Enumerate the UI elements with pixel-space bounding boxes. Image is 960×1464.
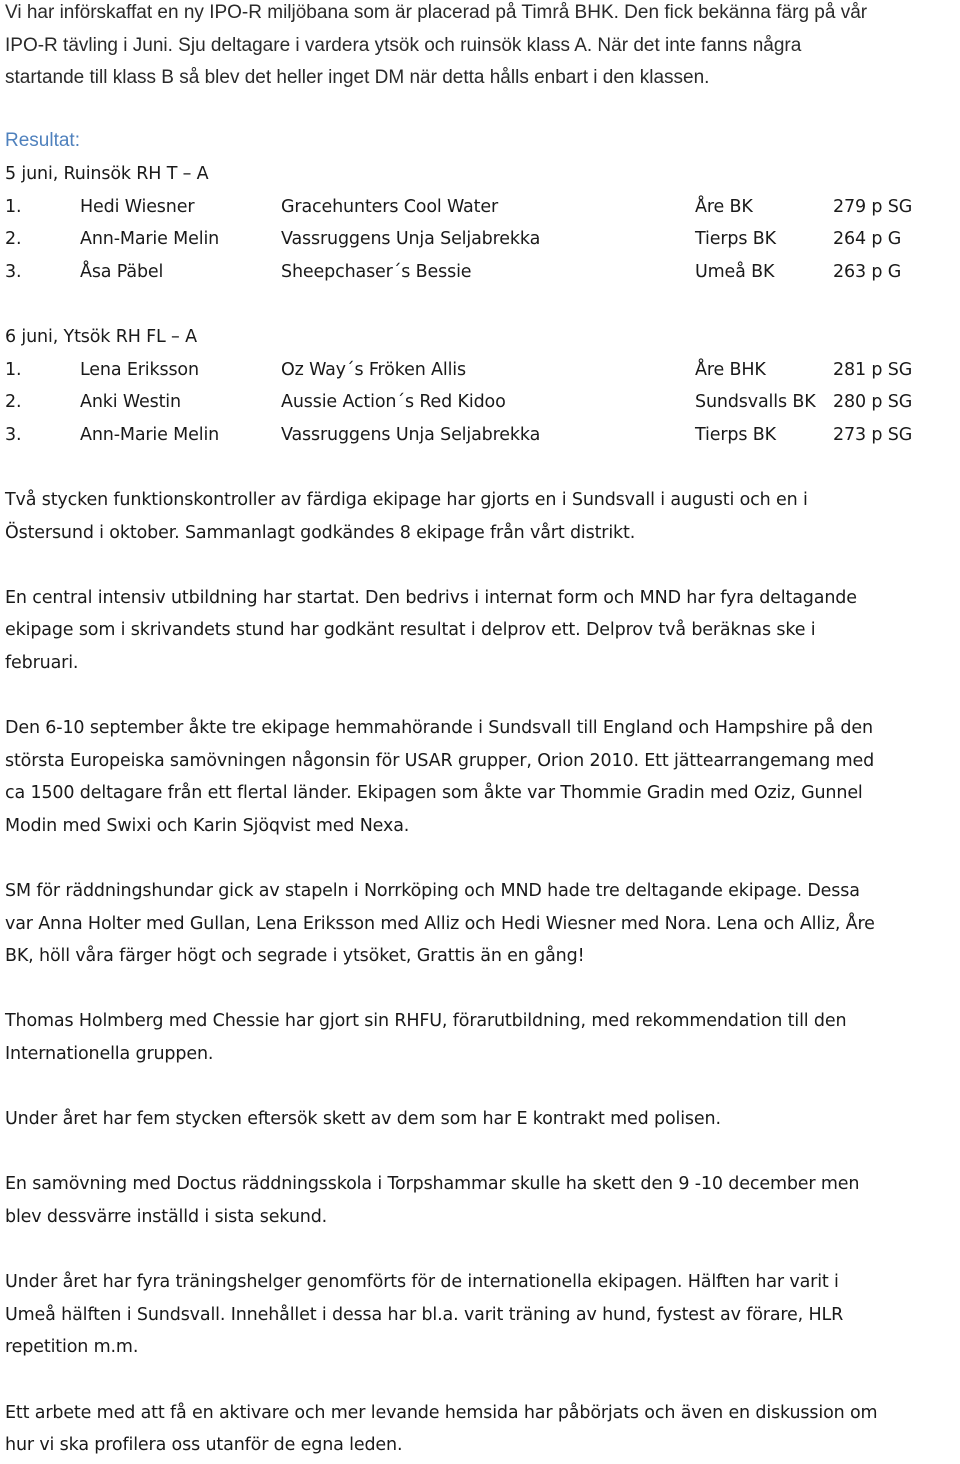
results-heading-block — [5, 125, 80, 158]
body-paragraphs — [5, 484, 957, 1462]
result-row — [5, 223, 957, 256]
dog-name: Oz Way´s Fröken Allis — [281, 359, 466, 380]
paragraph-line: BK, höll våra färger högt och segrade i ytsöket, Grattis än en gång! — [5, 946, 585, 967]
intro-line: Vi har införskaffat en ny IPO-R miljöbana som är placerad på Timrå BHK. Den fick bekänna färg på vår — [5, 2, 868, 23]
score: 264 p G — [833, 229, 902, 250]
intro-paragraph — [5, 0, 867, 95]
paragraph-line: En central intensiv utbildning har startat. Den bedrivs i internat form och MND har fyra deltagande — [5, 587, 857, 608]
paragraph-line: Umeå hälften i Sundsvall. Innehållet i dessa har bl.a. varit träning av hund, fystest av förare, HLR — [5, 1304, 844, 1325]
paragraph-line: Internationella gruppen. — [5, 1044, 214, 1065]
paragraph-line: ca 1500 deltagare från ett flertal länder. Ekipagen som åkte var Thommie Gradin med Oziz, Gunnel — [5, 783, 863, 804]
placement: 3. — [5, 424, 22, 445]
paragraph-rhfu — [5, 1005, 957, 1070]
score: 281 p SG — [833, 359, 913, 380]
score: 279 p SG — [833, 196, 913, 217]
paragraph-line: Ett arbete med att få en aktivare och mer levande hemsida har påbörjats och även en diskussion om — [5, 1402, 878, 1423]
dog-name: Gracehunters Cool Water — [281, 196, 498, 217]
handler-name: Åsa Päbel — [80, 261, 164, 282]
results-table-ruinsok — [5, 191, 957, 289]
paragraph-utbildning — [5, 582, 957, 680]
paragraph-sm — [5, 875, 957, 973]
placement: 3. — [5, 261, 22, 282]
paragraph-line: Modin med Swixi och Karin Sjöqvist med Nexa. — [5, 815, 410, 836]
paragraph-samovning — [5, 1168, 957, 1233]
score: 280 p SG — [833, 392, 913, 413]
result-row — [5, 191, 957, 224]
handler-name: Ann-Marie Melin — [80, 424, 220, 445]
club-name: Åre BHK — [695, 359, 766, 380]
score: 263 p G — [833, 261, 902, 282]
result-row — [5, 256, 957, 289]
placement: 2. — [5, 392, 22, 413]
placement: 1. — [5, 196, 22, 217]
dog-name: Vassruggens Unja Seljabrekka — [281, 229, 541, 250]
paragraph-eftersok — [5, 1103, 957, 1136]
handler-name: Lena Eriksson — [80, 359, 199, 380]
results-heading: Resultat: — [5, 130, 80, 151]
paragraph-line: Under året har fyra träningshelger genomförts för de internationella ekipagen. Hälften har varit i — [5, 1272, 839, 1293]
results-table-ytsok — [5, 354, 957, 452]
club-name: Umeå BK — [695, 261, 775, 282]
paragraph-orion — [5, 712, 957, 842]
club-name: Tierps BK — [695, 424, 776, 445]
paragraph-line: var Anna Holter med Gullan, Lena Eriksson med Alliz och Hedi Wiesner med Nora. Lena och Alliz, Åre — [5, 913, 875, 934]
club-name: Åre BK — [695, 196, 753, 217]
club-name: Sundsvalls BK — [695, 392, 816, 413]
paragraph-line: största Europeiska samövningen någonsin för USAR grupper, Orion 2010. Ett jättearrangemang med — [5, 750, 875, 771]
intro-line: startande till klass B så blev det heller inget DM när detta hålls enbart i den klassen. — [5, 67, 710, 88]
handler-name: Ann-Marie Melin — [80, 229, 220, 250]
paragraph-line: hur vi ska profilera oss utanför de egna leden. — [5, 1435, 403, 1456]
handler-name: Hedi Wiesner — [80, 196, 195, 217]
competition-title: 5 juni, Ruinsök RH T – A — [5, 164, 209, 184]
result-row — [5, 386, 957, 419]
paragraph-line: Den 6-10 september åkte tre ekipage hemmahörande i Sundsvall till England och Hampshire på den — [5, 718, 873, 739]
dog-name: Vassruggens Unja Seljabrekka — [281, 424, 541, 445]
paragraph-traningshelger — [5, 1266, 957, 1364]
dog-name: Aussie Action´s Red Kidoo — [281, 392, 506, 413]
result-row — [5, 354, 957, 387]
competition-title: 6 juni, Ytsök RH FL – A — [5, 326, 197, 347]
dog-name: Sheepchaser´s Bessie — [281, 261, 472, 282]
paragraph-line: blev dessvärre inställd i sista sekund. — [5, 1207, 328, 1227]
placement: 2. — [5, 229, 22, 250]
paragraph-line: Två stycken funktionskontroller av färdiga ekipage har gjorts en i Sundsvall i augusti och en i — [5, 489, 808, 510]
paragraph-line: repetition m.m. — [5, 1337, 139, 1358]
result-row — [5, 419, 957, 452]
paragraph-line: ekipage som i skrivandets stund har godkänt resultat i delprov ett. Delprov två beräknas ske i — [5, 620, 816, 641]
handler-name: Anki Westin — [80, 392, 181, 413]
score: 273 p SG — [833, 424, 913, 445]
paragraph-line: Thomas Holmberg med Chessie har gjort sin RHFU, förarutbildning, med rekommendation till den — [5, 1011, 847, 1032]
paragraph-line: Under året har fem stycken eftersök skett av dem som har E kontrakt med polisen. — [5, 1109, 721, 1130]
paragraph-hemsida — [5, 1397, 957, 1462]
competition-results — [5, 158, 957, 1462]
paragraph-line: SM för räddningshundar gick av stapeln i Norrköping och MND hade tre deltagande ekipage. Dessa — [5, 881, 860, 902]
placement: 1. — [5, 359, 22, 380]
paragraph-line: Östersund i oktober. Sammanlagt godkändes 8 ekipage från vårt distrikt. — [5, 522, 636, 543]
paragraph-line: februari. — [5, 652, 79, 673]
club-name: Tierps BK — [695, 229, 776, 250]
paragraph-line: En samövning med Doctus räddningsskola i Torpshammar skulle ha skett den 9 -10 december men — [5, 1174, 860, 1195]
intro-line: IPO-R tävling i Juni. Sju deltagare i vardera ytsök och ruinsök klass A. När det inte fanns några — [5, 34, 802, 56]
paragraph-funktionskontroller — [5, 484, 957, 549]
